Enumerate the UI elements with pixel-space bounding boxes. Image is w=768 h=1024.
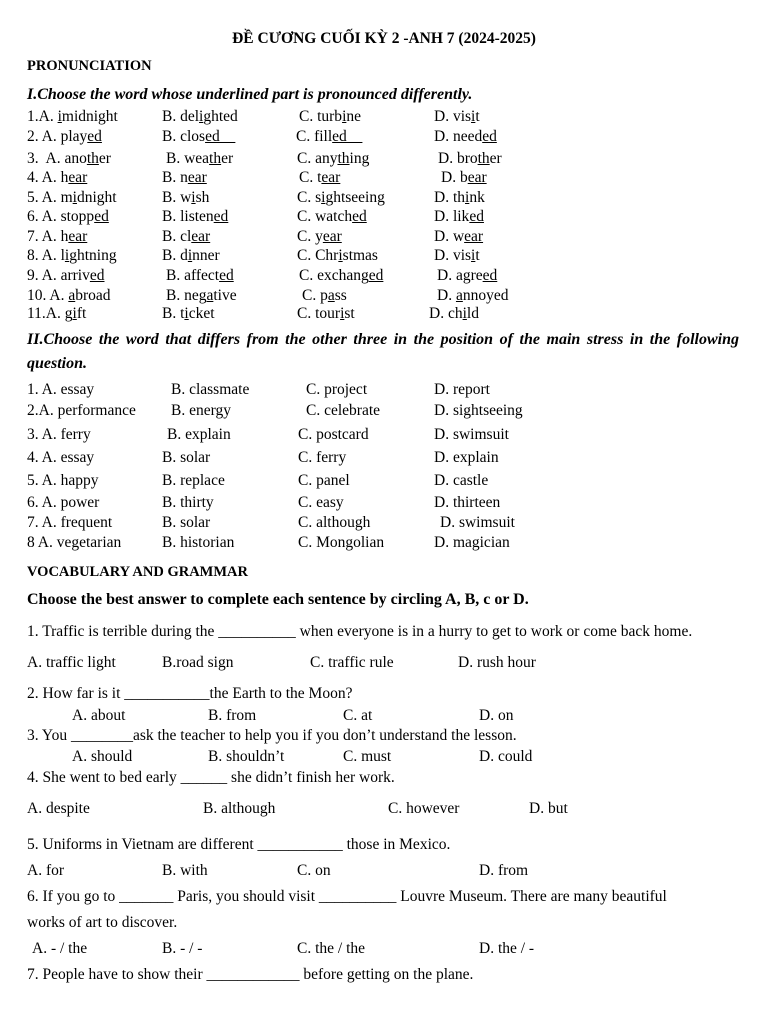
option-b: B. although <box>203 800 276 817</box>
pronunciation-row <box>27 247 741 267</box>
option-d: D. from <box>479 862 529 879</box>
pronunciation-row <box>27 150 741 170</box>
option-c: C. turbine <box>299 108 362 125</box>
option-a: 4. A. hear <box>27 169 88 186</box>
option-d: D. magician <box>434 534 510 551</box>
option-d: D. the / - <box>479 940 535 957</box>
option-d: D. sightseeing <box>434 402 523 419</box>
question-2: 2. How far is it ___________the Earth to the Moon? <box>27 685 353 702</box>
option-a: 3. A. ferry <box>27 426 91 443</box>
option-a: A. despite <box>27 800 90 817</box>
option-a: 4. A. essay <box>27 449 95 466</box>
option-a: 1.A. imidnight <box>27 108 118 125</box>
option-d: D. agreed <box>437 267 498 284</box>
option-a: 5. A. midnight <box>27 189 117 206</box>
option-d: D. swimsuit <box>440 514 515 531</box>
pronunciation-row <box>27 267 741 287</box>
option-b: B. - / - <box>162 940 203 957</box>
option-d: D. think <box>434 189 485 206</box>
option-d: D. castle <box>434 472 489 489</box>
question-6-cont: works of art to discover. <box>27 914 178 931</box>
question-1-options <box>27 654 741 674</box>
option-c: C. postcard <box>298 426 369 443</box>
option-c: C. celebrate <box>306 402 381 419</box>
question-1: 1. Traffic is terrible during the __________ when everyone is in a hurry to get to work or come back home. <box>27 623 693 640</box>
option-a: 3. A. another <box>27 150 111 167</box>
option-a: 7. A. hear <box>27 228 88 245</box>
option-a: 7. A. frequent <box>27 514 113 531</box>
option-b: B. replace <box>162 472 225 489</box>
option-d: D. could <box>479 748 533 765</box>
option-b: B. classmate <box>171 381 250 398</box>
option-d: D. report <box>434 381 490 398</box>
option-c: C. easy <box>298 494 344 511</box>
pronunciation-heading: PRONUNCIATION <box>27 58 152 74</box>
option-b: B. shouldn’t <box>208 748 285 765</box>
option-c: C. watched <box>297 208 367 225</box>
option-d: D. swimsuit <box>434 426 509 443</box>
option-c: C. must <box>343 748 392 765</box>
option-a: 2. A. played <box>27 128 102 145</box>
option-b: B. dinner <box>162 247 220 264</box>
option-c: C. tear <box>299 169 341 186</box>
option-b: B. near <box>162 169 207 186</box>
vocab-heading: VOCABULARY AND GRAMMAR <box>27 564 248 580</box>
option-c: C. although <box>298 514 371 531</box>
option-b: B. thirty <box>162 494 214 511</box>
option-c: C. sightseeing <box>297 189 385 206</box>
option-c: C. the / the <box>297 940 366 957</box>
option-d: D. liked <box>434 208 484 225</box>
option-d: D. but <box>529 800 568 817</box>
pronunciation-row <box>27 128 741 148</box>
option-b: B. negative <box>166 287 237 304</box>
option-b: B. with <box>162 862 208 879</box>
option-a: A. for <box>27 862 65 879</box>
stress-row <box>27 449 741 469</box>
option-c: C. project <box>306 381 368 398</box>
option-c: C. year <box>297 228 342 245</box>
pronunciation-row <box>27 208 741 228</box>
option-c: C. exchanged <box>299 267 384 284</box>
option-a: 6. A. power <box>27 494 100 511</box>
option-d: D. on <box>479 707 514 724</box>
option-a: 8 A. vegetarian <box>27 534 122 551</box>
option-c: C. Mongolian <box>298 534 385 551</box>
stress-row <box>27 472 741 492</box>
option-b: B. affected <box>166 267 234 284</box>
option-c: C. tourist <box>297 305 355 322</box>
pronunciation-row <box>27 169 741 189</box>
question-6-options <box>27 940 741 960</box>
option-a: 5. A. happy <box>27 472 99 489</box>
stress-row <box>27 494 741 514</box>
question-6: 6. If you go to _______ Paris, you should visit __________ Louvre Museum. There are many beautiful <box>27 888 667 905</box>
option-b: B. solar <box>162 449 211 466</box>
option-c: C. on <box>297 862 331 879</box>
option-b: B. historian <box>162 534 235 551</box>
option-a: A. about <box>72 707 126 724</box>
option-b: B. energy <box>171 402 231 419</box>
question-7: 7. People have to show their ____________ before getting on the plane. <box>27 966 474 983</box>
question-5-options <box>27 862 741 882</box>
stress-row <box>27 381 741 401</box>
option-b: B. delighted <box>162 108 238 125</box>
option-d: D. visit <box>434 108 480 125</box>
option-b: B. weather <box>166 150 234 167</box>
question-5: 5. Uniforms in Vietnam are different ___________ those in Mexico. <box>27 836 451 853</box>
option-d: D. explain <box>434 449 499 466</box>
option-c: C. Christmas <box>297 247 378 264</box>
option-d: D. brother <box>438 150 502 167</box>
pronunciation-row <box>27 108 741 128</box>
question-4: 4. She went to bed early ______ she didn’t finish her work. <box>27 769 395 786</box>
stress-row <box>27 534 741 554</box>
question-2-options <box>27 707 741 727</box>
pronunciation-row <box>27 189 741 209</box>
option-b: B.road sign <box>162 654 234 671</box>
pronunciation-row <box>27 287 741 307</box>
option-d: D. needed <box>434 128 497 145</box>
option-d: D. child <box>429 305 479 322</box>
pronunciation-instruction: I.Choose the word whose underlined part is pronounced differently. <box>27 86 473 103</box>
option-a: 10. A. abroad <box>27 287 111 304</box>
option-d: D. wear <box>434 228 484 245</box>
option-c: C. filled__ <box>296 128 363 145</box>
question-3: 3. You ________ask the teacher to help you if you don’t understand the lesson. <box>27 727 517 744</box>
vocab-instruction: Choose the best answer to complete each sentence by circling A, B, c or D. <box>27 591 529 608</box>
stress-row <box>27 426 741 446</box>
stress-row <box>27 402 741 422</box>
stress-instruction-cont: question. <box>27 355 88 372</box>
option-b: B. closed__ <box>162 128 236 145</box>
question-3-options <box>27 748 741 768</box>
option-d: D. annoyed <box>437 287 509 304</box>
option-b: B. from <box>208 707 257 724</box>
option-a: 8. A. lightning <box>27 247 117 264</box>
option-a: 9. A. arrived <box>27 267 105 284</box>
option-a: A. traffic light <box>27 654 116 671</box>
option-c: C. ferry <box>298 449 347 466</box>
option-b: B. listened <box>162 208 229 225</box>
option-d: D. visit <box>434 247 480 264</box>
pronunciation-row <box>27 228 741 248</box>
document-title: ĐỀ CƯƠNG CUỐI KỲ 2 -ANH 7 (2024-2025) <box>232 30 536 47</box>
option-b: B. solar <box>162 514 211 531</box>
option-c: C. panel <box>298 472 350 489</box>
option-c: C. pass <box>302 287 347 304</box>
option-d: D. thirteen <box>434 494 501 511</box>
option-b: B. explain <box>167 426 231 443</box>
option-a: 2.A. performance <box>27 402 136 419</box>
pronunciation-row <box>27 305 741 325</box>
option-a: 1. A. essay <box>27 381 95 398</box>
option-c: C. at <box>343 707 373 724</box>
option-a: 11.A. gift <box>27 305 87 322</box>
stress-row <box>27 514 741 534</box>
option-a: A. should <box>72 748 133 765</box>
option-c: C. anything <box>297 150 370 167</box>
option-d: D. bear <box>441 169 487 186</box>
stress-instruction: II.Choose the word that differs from the other three in the position of the main stress in the following <box>27 331 739 348</box>
option-b: B. clear <box>162 228 211 245</box>
option-b: B. ticket <box>162 305 215 322</box>
option-c: C. however <box>388 800 460 817</box>
option-b: B. wish <box>162 189 210 206</box>
option-c: C. traffic rule <box>310 654 394 671</box>
option-a: A. - / the <box>32 940 88 957</box>
question-4-options <box>27 800 741 820</box>
option-d: D. rush hour <box>458 654 536 671</box>
option-a: 6. A. stopped <box>27 208 109 225</box>
